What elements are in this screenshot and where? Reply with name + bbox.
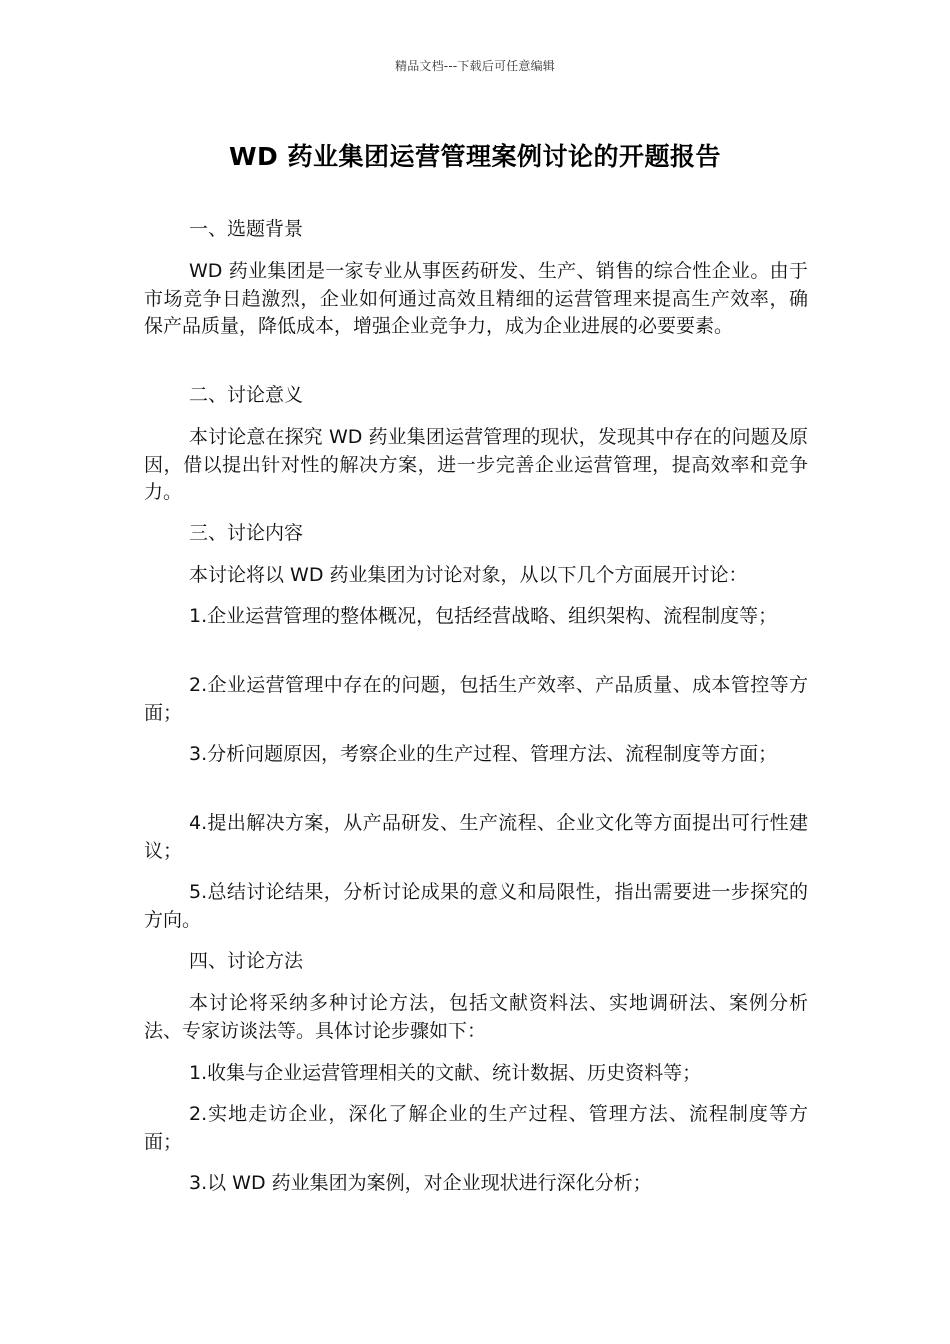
method-list-item: 1.收集与企业运营管理相关的文献、统计数据、历史资料等； [189, 1062, 702, 1084]
content-list-item: 1.企业运营管理的整体概况，包括经营战略、组织架构、流程制度等； [189, 605, 778, 627]
method-list-item: 3.以 WD 药业集团为案例，对企业现状进行深化分析； [189, 1172, 652, 1194]
paragraph-content-intro: 本讨论将以 WD 药业集团为讨论对象，从以下几个方面展开讨论： [189, 564, 748, 586]
content-list-item: 5.总结讨论结果，分析讨论成果的意义和局限性，指出需要进一步探究的方向。 [144, 881, 808, 931]
paragraph-significance: 本讨论意在探究 WD 药业集团运营管理的现状，发现其中存在的问题及原因，借以提出针对性的解决方案，进一步完善企业运营管理，提高效率和竞争力。 [144, 426, 808, 503]
paragraph-method: 本讨论将采纳多种讨论方法，包括文献资料法、实地调研法、案例分析法、专家访谈法等。具体讨论步骤如下： [144, 992, 808, 1042]
content-list-item: 3.分析问题原因，考察企业的生产过程、管理方法、流程制度等方面； [189, 743, 778, 765]
section-heading-method: 四、讨论方法 [189, 950, 304, 972]
section-heading-background: 一、选题背景 [189, 218, 304, 240]
paragraph-background: WD 药业集团是一家专业从事医药研发、生产、销售的综合性企业。由于市场竞争日趋激烈，企业如何通过高效且精细的运营管理来提高生产效率，确保产品质量，降低成本，增强企业竞争力，成为企业进展的必要要素。 [144, 260, 808, 337]
document-title: WD 药业集团运营管理案例讨论的开题报告 [228, 142, 722, 171]
content-list-item: 2.企业运营管理中存在的问题，包括生产效率、产品质量、成本管控等方面； [144, 674, 808, 724]
section-heading-content: 三、讨论内容 [189, 522, 304, 544]
section-heading-significance: 二、讨论意义 [189, 384, 304, 406]
method-list-item: 2.实地走访企业，深化了解企业的生产过程、管理方法、流程制度等方面； [144, 1103, 808, 1153]
content-list-item: 4.提出解决方案，从产品研发、生产流程、企业文化等方面提出可行性建议； [144, 812, 808, 862]
header-note: 精品文档---下载后可任意编辑 [395, 59, 555, 73]
